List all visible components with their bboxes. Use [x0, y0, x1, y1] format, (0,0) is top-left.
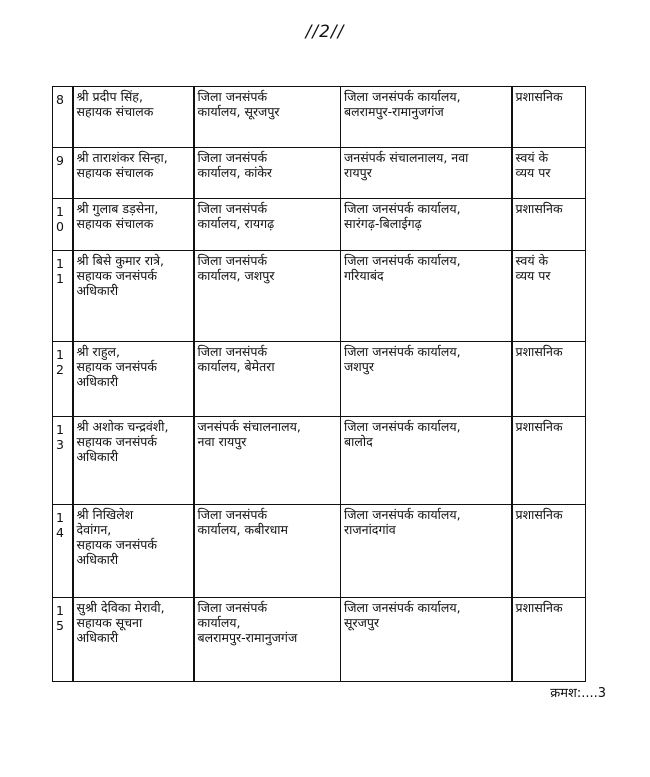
posted-to-line: जिला जनसंपर्क कार्यालय,: [344, 344, 461, 359]
officer-designation: सहायक जनसंपर्क: [76, 359, 158, 374]
reason-text: स्वयं के: [515, 253, 549, 268]
posted-to-line: जिला जनसंपर्क कार्यालय,: [344, 89, 461, 104]
officer-designation: सहायक संचालक: [76, 216, 154, 231]
reason-text: प्रशासनिक: [515, 600, 563, 615]
posted-from-line: कार्यालय, सूरजपुर: [197, 104, 280, 119]
posted-to-line: बलरामपुर-रामानुजगंज: [344, 104, 444, 119]
officer-designation: अधिकारी: [76, 374, 119, 389]
posted-to-cell: [341, 87, 512, 148]
table-row: [53, 87, 586, 148]
posted-to-line: जिला जनसंपर्क कार्यालय,: [344, 600, 461, 615]
posted-from-line: जिला जनसंपर्क: [197, 344, 268, 359]
posted-from-cell: [194, 598, 341, 682]
posted-to-line: जनसंपर्क संचालनालय, नवा: [344, 150, 469, 165]
serial-number-cell: 11: [53, 251, 73, 342]
posted-from-line: कार्यालय, कांकेर: [197, 165, 273, 180]
serial-number-cell: 8: [53, 87, 73, 148]
posted-to-line: सूरजपुर: [344, 615, 380, 630]
posted-to-line: जिला जनसंपर्क कार्यालय,: [344, 201, 461, 216]
continued-note: क्रमश:....3: [550, 686, 606, 701]
serial-number-cell: 12: [53, 342, 73, 417]
officer-name: श्री राहुल,: [76, 344, 120, 359]
officer-name-cell: [73, 251, 194, 342]
posted-from-line: नवा रायपुर: [197, 434, 247, 449]
posted-to-line: जिला जनसंपर्क कार्यालय,: [344, 253, 461, 268]
officer-designation: अधिकारी: [76, 283, 119, 298]
officer-name: देवांगन,: [76, 522, 112, 537]
posted-from-line: जिला जनसंपर्क: [197, 253, 268, 268]
posted-from-line: कार्यालय, रायगढ़: [197, 216, 275, 231]
reason-cell: [512, 505, 586, 598]
officer-designation: सहायक संचालक: [76, 165, 154, 180]
officer-designation: अधिकारी: [76, 630, 119, 645]
posted-from-line: जिला जनसंपर्क: [197, 89, 268, 104]
serial-number-cell: 10: [53, 199, 73, 251]
posted-from-cell: [194, 505, 341, 598]
posted-from-line: जिला जनसंपर्क: [197, 150, 268, 165]
officer-name: श्री अशोक चन्द्रवंशी,: [76, 419, 169, 434]
officer-name-cell: [73, 148, 194, 199]
officer-name: श्री निखिलेश: [76, 507, 134, 522]
officer-designation: सहायक जनसंपर्क: [76, 268, 158, 283]
table-row: [53, 342, 586, 417]
officer-name: श्री बिसे कुमार रात्रे,: [76, 253, 164, 268]
posted-to-line: राजनांदगांव: [344, 522, 396, 537]
reason-text: व्यय पर: [515, 268, 551, 283]
posted-to-cell: [341, 148, 512, 199]
posted-from-line: जनसंपर्क संचालनालय,: [197, 419, 301, 434]
officer-name: श्री गुलाब डड़सेना,: [76, 201, 159, 216]
serial-number-cell: 15: [53, 598, 73, 682]
officer-name-cell: [73, 417, 194, 505]
posted-from-line: कार्यालय,: [197, 615, 241, 630]
officer-designation: सहायक जनसंपर्क: [76, 434, 158, 449]
posted-to-line: सारंगढ़-बिलाईगढ़: [344, 216, 422, 231]
table-row: [53, 199, 586, 251]
reason-text: प्रशासनिक: [515, 89, 563, 104]
table-row: [53, 251, 586, 342]
officer-name: सुश्री देविका मेरावी,: [76, 600, 165, 615]
officer-name-cell: [73, 598, 194, 682]
posted-to-cell: [341, 417, 512, 505]
posted-to-line: जशपुर: [344, 359, 374, 374]
officer-designation: सहायक जनसंपर्क: [76, 537, 158, 552]
serial-number-cell: 14: [53, 505, 73, 598]
officer-designation: सहायक सूचना: [76, 615, 143, 630]
posted-from-cell: [194, 87, 341, 148]
officer-name-cell: [73, 342, 194, 417]
table-row: [53, 417, 586, 505]
officer-name: श्री ताराशंकर सिन्हा,: [76, 150, 168, 165]
posted-to-line: जिला जनसंपर्क कार्यालय,: [344, 419, 461, 434]
posted-from-line: जिला जनसंपर्क: [197, 201, 268, 216]
officer-designation: अधिकारी: [76, 449, 119, 464]
table-body: [53, 87, 586, 682]
posted-from-line: जिला जनसंपर्क: [197, 507, 268, 522]
posted-to-cell: [341, 505, 512, 598]
officer-name-cell: [73, 87, 194, 148]
posted-to-line: रायपुर: [344, 165, 372, 180]
posted-to-cell: [341, 598, 512, 682]
reason-cell: [512, 598, 586, 682]
serial-number-cell: 9: [53, 148, 73, 199]
posted-to-cell: [341, 251, 512, 342]
posted-from-cell: [194, 342, 341, 417]
table-row: [53, 505, 586, 598]
posted-to-cell: [341, 199, 512, 251]
reason-text: प्रशासनिक: [515, 419, 563, 434]
reason-text: प्रशासनिक: [515, 201, 563, 216]
posted-from-line: कार्यालय, जशपुर: [197, 268, 275, 283]
reason-text: प्रशासनिक: [515, 507, 563, 522]
posted-to-line: जिला जनसंपर्क कार्यालय,: [344, 507, 461, 522]
serial-number-cell: 13: [53, 417, 73, 505]
posted-from-cell: [194, 199, 341, 251]
page-number: //2//: [305, 22, 345, 42]
reason-text: स्वयं के: [515, 150, 549, 165]
posted-to-line: गरियाबंद: [344, 268, 384, 283]
posted-from-cell: [194, 251, 341, 342]
officer-designation: सहायक संचालक: [76, 104, 154, 119]
posted-from-line: कार्यालय, कबीरधाम: [197, 522, 288, 537]
reason-cell: [512, 342, 586, 417]
reason-cell: [512, 87, 586, 148]
reason-cell: [512, 251, 586, 342]
reason-text: व्यय पर: [515, 165, 551, 180]
table-row: [53, 598, 586, 682]
posted-from-line: जिला जनसंपर्क: [197, 600, 268, 615]
officer-name-cell: [73, 199, 194, 251]
reason-cell: [512, 199, 586, 251]
transfer-table: [52, 86, 586, 682]
posted-from-cell: [194, 417, 341, 505]
posted-from-line: बलरामपुर-रामानुजगंज: [197, 630, 298, 645]
officer-name-cell: [73, 505, 194, 598]
officer-designation: अधिकारी: [76, 552, 119, 567]
officer-name: श्री प्रदीप सिंह,: [76, 89, 143, 104]
reason-cell: [512, 148, 586, 199]
table-row: [53, 148, 586, 199]
reason-text: प्रशासनिक: [515, 344, 563, 359]
posted-from-line: कार्यालय, बेमेतरा: [197, 359, 275, 374]
posted-from-cell: [194, 148, 341, 199]
posted-to-cell: [341, 342, 512, 417]
reason-cell: [512, 417, 586, 505]
posted-to-line: बालोद: [344, 434, 373, 449]
